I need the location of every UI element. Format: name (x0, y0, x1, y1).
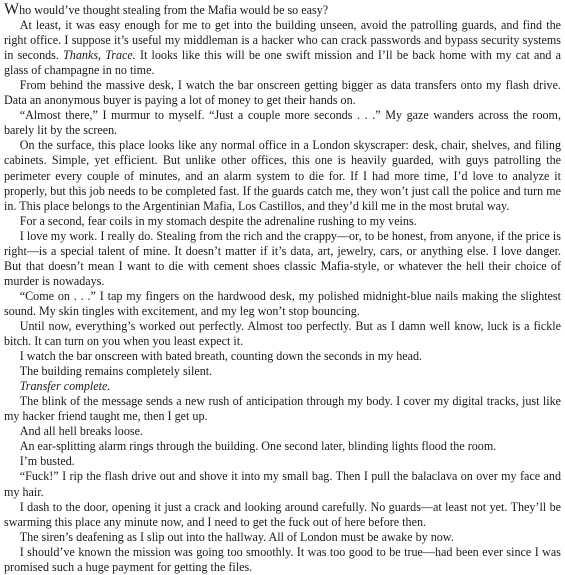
paragraph: The blink of the message sends a new rush of anticipation through my body. I cover my digital tracks, just like my hacker friend taught me, then I get up. (4, 394, 561, 424)
paragraph (4, 18, 561, 78)
dropcap-letter: W (4, 1, 20, 18)
transfer-complete-text: Transfer complete. (19, 379, 111, 394)
paragraph: The siren’s deafening as I slip out into the hallway. All of London must be awake by now. (19, 529, 454, 544)
paragraph: The building remains completely silent. (19, 364, 213, 379)
paragraph: I watch the bar onscreen with bated breath, counting down the seconds in my head. (19, 349, 423, 364)
paragraph-text: At least, it was easy enough for me to get into the building unseen, avoid the patrolling guards, and find the right office. I suppose it’s useful my middleman is a hacker who can crack passwords and bypass security systems in seconds. (4, 18, 561, 63)
paragraph (4, 379, 561, 394)
paragraph: From behind the massive desk, I watch the bar onscreen getting bigger as data transfers onto my flash drive. Data an anonymous buyer is paying a lot of money to get their hands on. (4, 78, 561, 108)
opening-text: ho would’ve thought stealing from the Mafia would be so easy? (19, 3, 329, 17)
paragraph-text: It looks like this will be one swift mission and I’ll be back home with my cat and a glass of champagne in no time. (4, 48, 562, 78)
opening-paragraph (4, 2, 561, 18)
paragraph: For a second, fear coils in my stomach despite the adrenaline rushing to my veins. (19, 213, 417, 228)
paragraph: I dash to the door, opening it just a crack and looking around carefully. No guards—at least not yet. They’ll be swarming this place any minute now, and I need to get the fuck out of here before then. (4, 499, 561, 529)
paragraph: I love my work. I really do. Stealing from the rich and the crappy—or, to be honest, from anyone, if the price is right—is a special talent of mine. It doesn’t matter if it’s data, art, jewelry, cars, or anything else. I love danger. But that doesn’t mean I want to die with cement shoes classic Mafia-style, or whatever the hell their choice of murder is nowadays. (4, 228, 561, 288)
paragraph: I’m busted. (19, 454, 75, 469)
paragraph: On the surface, this place looks like any normal office in a London skyscraper: desk, chair, shelves, and filing cabinets. Simple, yet efficient. But unlike other offices, this one is heavily guarded, with guys patrolling the perimeter every couple of minutes, and an alarm system to die for. If I had more time, I’d love to analyze it properly, but this job needs to be completed fast. If the guards catch me, they won’t just call the police and turn me in. This place belongs to the Argentinian Mafia, Los Castillos, and they’d kill me in the most brutal way. (4, 138, 561, 213)
paragraph: I should’ve known the mission was going too smoothly. It was too good to be true—had been ever since I was promised such a huge payment for getting the files. (4, 544, 561, 574)
paragraph: “Almost there,” I murmur to myself. “Just a couple more seconds . . .” My gaze wanders across the room, barely lit by the screen. (4, 108, 561, 138)
paragraph: Until now, everything’s worked out perfectly. Almost too perfectly. But as I damn well know, luck is a fickle bitch. It can turn on you when you least expect it. (4, 318, 561, 349)
paragraph: “Come on . . .” I tap my fingers on the hardwood desk, my polished midnight-blue nails making the slightest sound. My skin tingles with excitement, and my leg won’t stop bouncing. (4, 288, 561, 318)
italic-text: Thanks, Trace. (63, 48, 136, 63)
paragraph: And all hell breaks loose. (19, 424, 143, 439)
paragraph: “Fuck!” I rip the flash drive out and shove it into my small bag. Then I pull the balaclava on over my face and my hair. (4, 469, 561, 499)
paragraph: An ear-splitting alarm rings through the building. One second later, blinding lights flood the room. (19, 439, 497, 454)
